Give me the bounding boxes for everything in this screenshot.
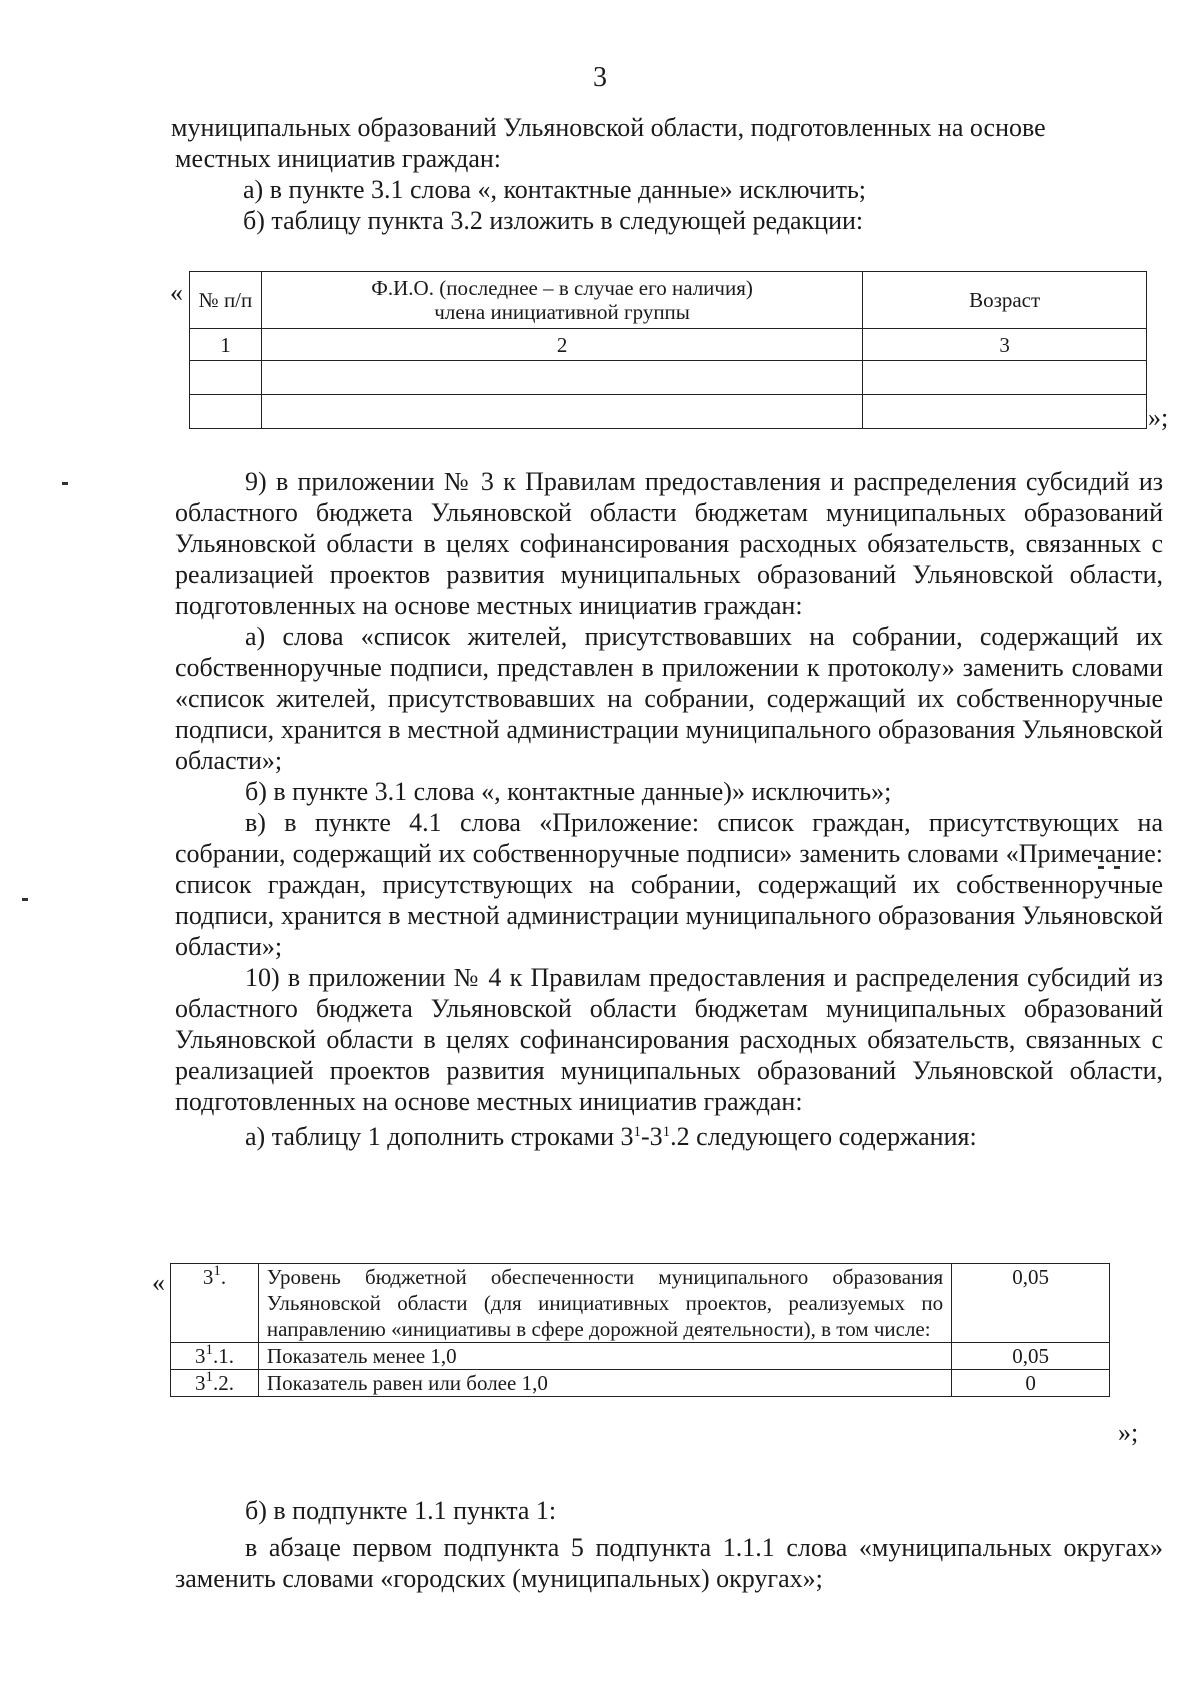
- table1-close-quote: »;: [1148, 403, 1169, 432]
- initiative-group-table: [189, 271, 1147, 429]
- paragraph-9-b: б) в пункте 3.1 слова «, контактные данные)» исключить»;: [245, 777, 892, 806]
- bottom-item-b: б) в подпункте 1.1 пункта 1:: [245, 1496, 557, 1525]
- table1-header-name: Ф.И.О. (последнее – в случае его наличия) члена инициативной группы: [261, 272, 862, 329]
- paragraph-9-c: в) в пункте 4.1 слова «Приложение: список граждан, присутствующих на собрании, содержащий их собственноручные подписи» заменить словами «Примечание: список граждан, присутствующих на собрании, содержащий их собственноручные подписи, хранится в местной администрации муниципального образования Ульяновской области»;: [175, 808, 1163, 961]
- table2-row-number: $3^1$.: [171, 1264, 259, 1343]
- scan-mark: [22, 898, 28, 901]
- table2-row-text: Уровень бюджетной обеспеченности муниципального образования Ульяновской области (для инициативных проектов, реализуемых по направлению «инициативы в сфере дорожной деятельности), в том числе:: [258, 1264, 951, 1343]
- table1-open-quote: «: [170, 278, 183, 307]
- paragraph-10: 10) в приложении № 4 к Правилам предоставления и распределения субсидий из областного бюджета Ульяновской области бюджетам муниципальных образований Ульяновской области в целях софинансирования расходных обязательств, связанных с реализацией проектов развития муниципальных образований Ульяновской области, подготовленных на основе местных инициатив граждан:: [175, 963, 1163, 1116]
- table2-row-number: $3^1.1$.: [171, 1343, 259, 1370]
- table1-empty-row: [190, 395, 1147, 429]
- table1-header-row: [190, 272, 1147, 329]
- table2-row-number: $3^1.2$.: [171, 1370, 259, 1397]
- scan-mark: [62, 482, 68, 485]
- intro-item-b: б) таблицу пункта 3.2 изложить в следующей редакции:: [243, 206, 864, 235]
- table2-row-value: 0,05: [952, 1343, 1110, 1370]
- paragraph-9-block: [175, 466, 1163, 1152]
- intro-line-2: местных инициатив граждан:: [175, 144, 501, 173]
- table2-row: [171, 1370, 1110, 1397]
- table2-row: [171, 1264, 1110, 1343]
- table1-empty-row: [190, 361, 1147, 395]
- table1-cell: 1: [190, 329, 262, 361]
- budget-indicator-table: [170, 1263, 1110, 1397]
- paragraph-9-a: а) слова «список жителей, присутствовавших на собрании, содержащий их собственноручные подписи, представлен в приложении к протоколу» заменить словами «список жителей, присутствовавших на собрании, содержащий их собственноручные подписи, хранится в местной администрации муниципального образования Ульяновской области»;: [175, 622, 1163, 775]
- bottom-block: [175, 1495, 1163, 1594]
- table2-close-quote: »;: [1118, 1418, 1139, 1447]
- table1-header-age: Возраст: [863, 272, 1147, 329]
- table1-header-number: № п/п: [190, 272, 262, 329]
- table1-cell: 3: [863, 329, 1147, 361]
- paragraph-10-a: а) таблицу 1 дополнить строками $3^1-3^1.2$ следующего содержания:: [245, 1122, 977, 1151]
- table1-numbering-row: [190, 329, 1147, 361]
- intro-item-a: а) в пункте 3.1 слова «, контактные данные» исключить;: [243, 175, 867, 204]
- table2-row-value: 0,05: [952, 1264, 1110, 1343]
- paragraph-9: 9) в приложении № 3 к Правилам предоставления и распределения субсидий из областного бюджета Ульяновской области бюджетам муниципальных образований Ульяновской области в целях софинансирования расходных обязательств, связанных с реализацией проектов развития муниципальных образований Ульяновской области, подготовленных на основе местных инициатив граждан:: [175, 467, 1163, 620]
- table2-row: [171, 1343, 1110, 1370]
- table1-cell: 2: [261, 329, 862, 361]
- bottom-abzac: в абзаце первом подпункта 5 подпункта 1.1.1 слова «муниципальных округах» заменить словами «городских (муниципальных) округах»;: [175, 1533, 1163, 1593]
- table2-row-text: Показатель равен или более 1,0: [258, 1370, 951, 1397]
- table2-row-text: Показатель менее 1,0: [258, 1343, 951, 1370]
- intro-line-1: муниципальных образований Ульяновской области, подготовленных на основе: [171, 113, 1046, 142]
- table2-open-quote: «: [152, 1268, 165, 1297]
- page-number: 3: [593, 62, 607, 93]
- table2-row-value: 0: [952, 1370, 1110, 1397]
- intro-block: [171, 112, 1163, 236]
